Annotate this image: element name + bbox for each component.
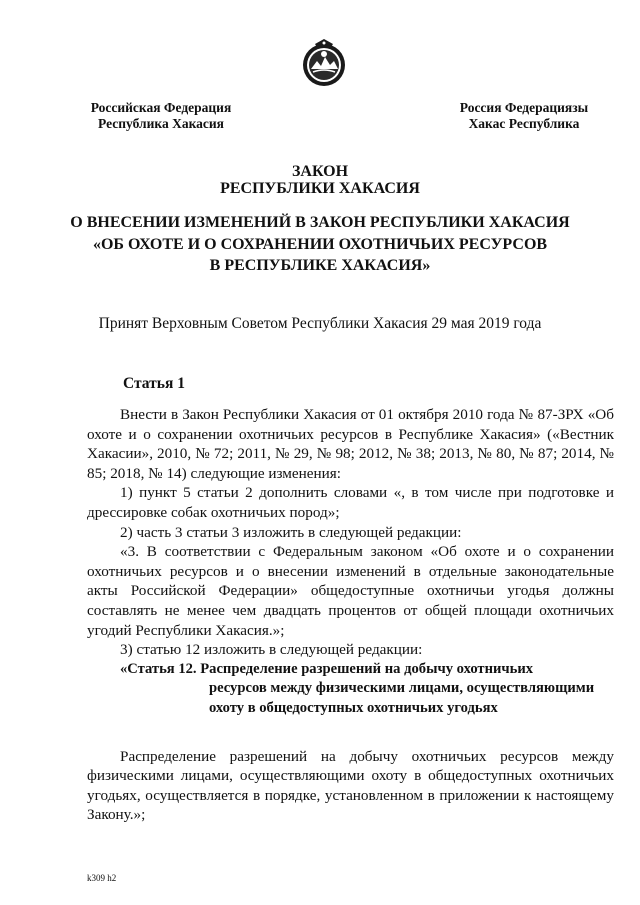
subject-line2: «ОБ ОХОТЕ И О СОХРАНЕНИИ ОХОТНИЧЬИХ РЕСУРСОВ bbox=[92, 236, 548, 253]
sub-article-title: «Статья 12. Распределение разрешений на добычу охотничьих bbox=[120, 660, 534, 677]
subject-line3: В РЕСПУБЛИКЕ ХАКАСИЯ» bbox=[209, 257, 431, 274]
coat-of-arms-emblem bbox=[301, 37, 347, 89]
article-body bbox=[87, 405, 614, 825]
header-left-line1: Российская Федерация bbox=[90, 100, 232, 115]
article-item-3: 3) статью 12 изложить в следующей редакции: bbox=[120, 641, 423, 659]
header-right bbox=[459, 100, 589, 132]
header-left bbox=[88, 100, 234, 132]
article-item-2: 2) часть 3 статьи 3 изложить в следующей редакции: bbox=[120, 523, 462, 541]
subject-line1: О ВНЕСЕНИИ ИЗМЕНЕНИЙ В ЗАКОН РЕСПУБЛИКИ ХАКАСИЯ bbox=[70, 214, 570, 231]
article-item-2-text: «3. В соответствии с Федеральным законом «Об охоте и о сохранении охотничьих ресурсов и о внесении изменений в отдельные законодательные акты Российской Федерации» общедоступные охотничьи угодья должны составлять не менее чем двадцать процентов от общей площади охотничьих угодий Республики Хакасия.»; bbox=[87, 543, 614, 639]
header-right-line1: Россия Федерациязы bbox=[459, 100, 589, 115]
footer-code: k309 h2 bbox=[87, 873, 117, 883]
title-law: ЗАКОН bbox=[291, 163, 349, 180]
article-item-1: 1) пункт 5 статьи 2 дополнить словами «, в том числе при подготовке и дрессировке собак охотничьих пород»; bbox=[87, 484, 614, 521]
title-republic: РЕСПУБЛИКИ ХАКАСИЯ bbox=[220, 180, 420, 197]
spacer bbox=[87, 719, 614, 747]
sub-article-title-cont: ресурсов между физическими лицами, осуществляющими охоту в общедоступных охотничьих угодьях bbox=[209, 680, 595, 716]
header-left-line2: Республика Хакасия bbox=[98, 116, 224, 131]
adoption-statement: Принят Верховным Советом Республики Хакасия 29 мая 2019 года bbox=[98, 315, 542, 332]
article-heading: Статья 1 bbox=[123, 375, 185, 392]
header-right-line2: Хакас Республика bbox=[468, 116, 580, 131]
article-final-text: Распределение разрешений на добычу охотничьих ресурсов между физическими лицами, осуществляющими охоту в общедоступных охотничьих угодьях, осуществляется в порядке, установленном в приложении к настоящему Закону.»; bbox=[87, 747, 614, 824]
article-intro: Внести в Закон Республики Хакасия от 01 октября 2010 года № 87-ЗРХ «Об охоте и о сохранении охотничьих ресурсов в Республике Хакасия» («Вестник Хакасии», 2010, № 72; 2011, № 29, № 98; 2012, № 38; 2013, № 80, № 87; 2014, № 85; 2018, № 14) следующие изменения: bbox=[87, 406, 614, 482]
